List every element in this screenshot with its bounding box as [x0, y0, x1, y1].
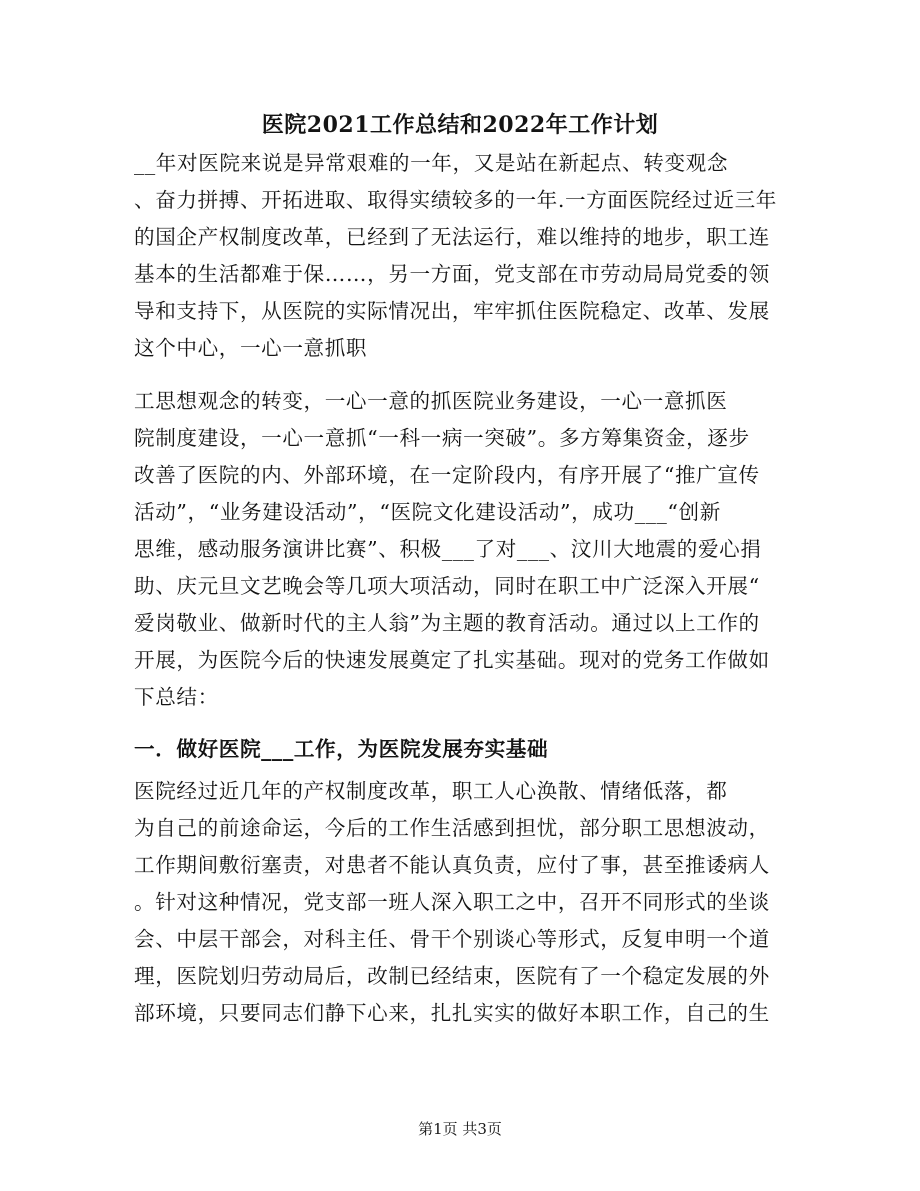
body-line: 这个中心，一心一意抓职	[134, 336, 368, 360]
body-line: 为自己的前途命运，今后的工作生活感到担忧，部分职工思想波动，	[134, 816, 770, 840]
body-line: 部环境，只要同志们静下心来，扎扎实实的做好本职工作，自己的生	[134, 1001, 770, 1025]
body-line: 、奋力拼搏、开拓进取、取得实绩较多的一年.一方面医院经过近三年	[134, 188, 777, 212]
body-line: 下总结：	[134, 685, 219, 709]
body-line: 思维，感动服务演讲比赛”、积极___了对___、汶川大地震的爱心捐	[134, 537, 762, 561]
body-line: 工作期间敷衍塞责，对患者不能认真负责，应付了事，甚至推诿病人	[134, 853, 770, 877]
page-number: 第1页 共3页	[418, 1120, 502, 1138]
body-line: 活动”，“业务建设活动”，“医院文化建设活动”，成功___“创新	[134, 500, 721, 524]
body-line: 助、庆元旦文艺晚会等几项大项活动，同时在职工中广泛深入开展“	[134, 574, 760, 598]
body-line: 。针对这种情况，党支部一班人深入职工之中，召开不同形式的坐谈	[134, 890, 770, 914]
body-line: 会、中层干部会，对科主任、骨干个别谈心等形式，反复申明一个道	[134, 927, 770, 951]
body-line: 爱岗敬业、做新时代的主人翁”为主题的教育活动。通过以上工作的	[134, 611, 760, 635]
body-line: 院制度建设，一心一意抓“一科一病一突破”。多方筹集资金，逐步	[134, 426, 750, 450]
section-heading: 一．做好医院___工作，为医院发展夯实基础	[134, 737, 549, 761]
body-line: 导和支持下，从医院的实际情况出，牢牢抓住医院稳定、改革、发展	[134, 299, 770, 323]
body-line: 医院经过近几年的产权制度改革，职工人心涣散、情绪低落，都	[134, 779, 728, 803]
body-line: 的国企产权制度改革，已经到了无法运行，难以维持的地步，职工连	[134, 225, 770, 249]
body-line: 基本的生活都难于保……，另一方面，党支部在市劳动局局党委的领	[134, 262, 770, 286]
body-line: 理，医院划归劳动局后，改制已经结束，医院有了一个稳定发展的外	[134, 964, 770, 988]
body-line: 开展，为医院今后的快速发展奠定了扎实基础。现对的党务工作做如	[134, 648, 770, 672]
body-line: __年对医院来说是异常艰难的一年，又是站在新起点、转变观念	[134, 151, 729, 175]
document-title: 医院2021工作总结和2022年工作计划	[261, 112, 659, 138]
body-line: 工思想观念的转变，一心一意的抓医院业务建设，一心一意抓医	[134, 389, 728, 413]
body-line: 改善了医院的内、外部环境，在一定阶段内，有序开展了“推广宣传	[134, 463, 760, 487]
